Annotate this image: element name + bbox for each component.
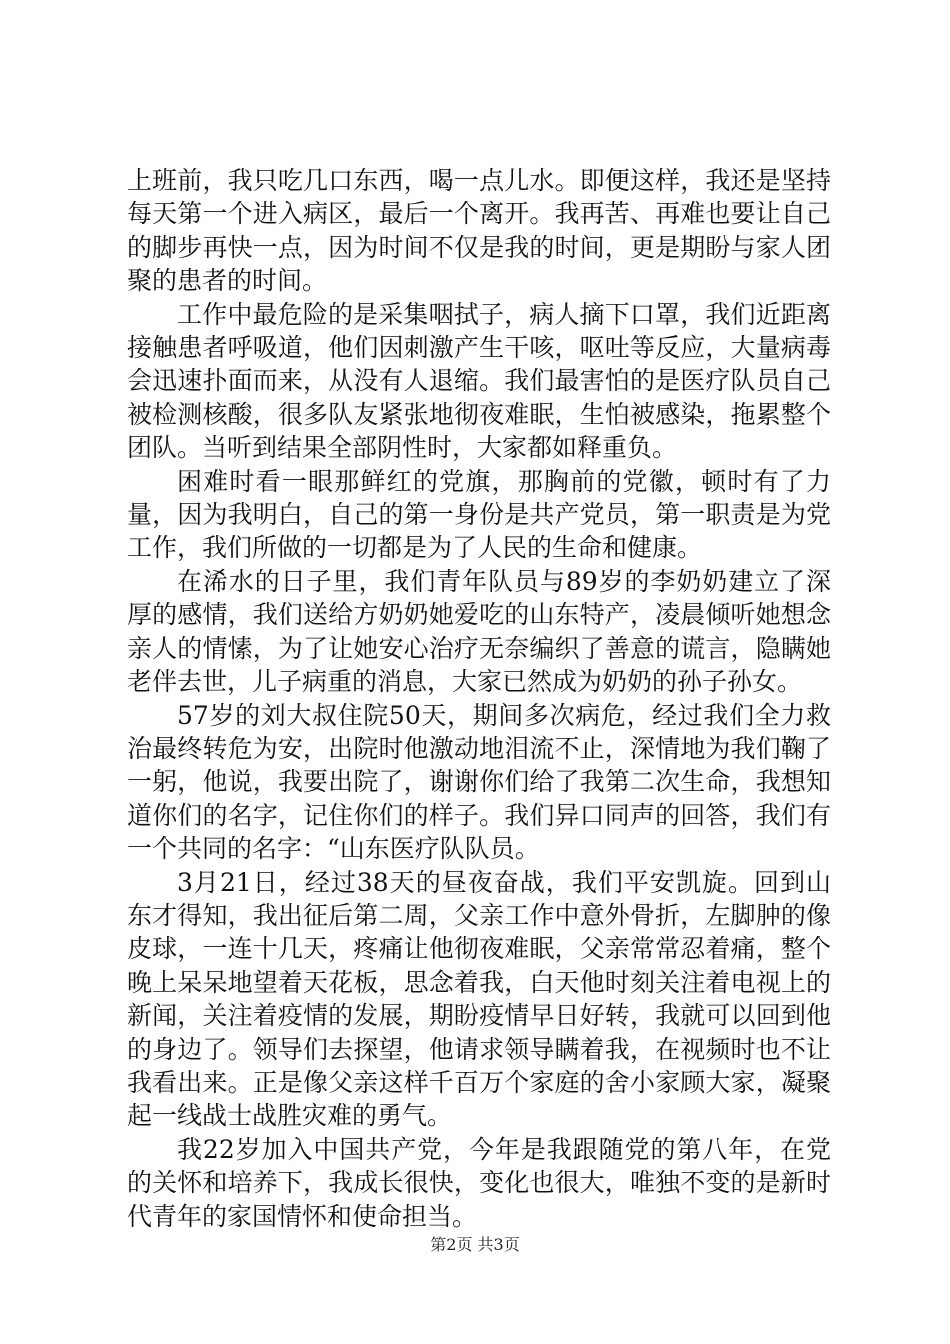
page-footer: 第2页 共3页 bbox=[430, 1235, 520, 1254]
paragraph-2: 工作中最危险的是采集咽拭子，病人摘下口罩，我们近距离接触患者呼吸道，他们因刺激产生干咳，呕吐等反应，大量病毒会迅速扑面而来，从没有人退缩。我们最害怕的是医疗队员自己被检测核酸，很多队友紧张地彻夜难眠，生怕被感染，拖累整个团队。当听到结果全部阴性时，大家都如释重负。 bbox=[127, 299, 831, 463]
paragraph-1: 上班前，我只吃几口东西，喝一点儿水。即便这样，我还是坚持每天第一个进入病区，最后一个离开。我再苦、再难也要让自己的脚步再快一点，因为时间不仅是我的时间，更是期盼与家人团聚的患者的时间。 bbox=[127, 166, 831, 296]
body-text bbox=[127, 164, 831, 1233]
paragraph-6: 3月21日，经过38天的昼夜奋战，我们平安凯旋。回到山东才得知，我出征后第二周，父亲工作中意外骨折，左脚肿的像皮球，一连十几天，疼痛让他彻夜难眠，父亲常常忍着痛，整个晚上呆呆地望着天花板，思念着我，白天他时刻关注着电视上的新闻，关注着疫情的发展，期盼疫情早日好转，我就可以回到他的身边了。领导们去探望，他请求领导瞒着我，在视频时也不让我看出来。正是像父亲这样千百万个家庭的舍小家顾大家，凝聚起一线战士战胜灾难的勇气。 bbox=[127, 867, 831, 1131]
paragraph-5: 57岁的刘大叔住院50天，期间多次病危，经过我们全力救治最终转危为安，出院时他激动地泪流不止，深情地为我们鞠了一躬，他说，我要出院了，谢谢你们给了我第二次生命，我想知道你们的名字，记住你们的样子。我们异口同声的回答，我们有一个共同的名字：“山东医疗队队员。 bbox=[127, 700, 831, 864]
paragraph-4: 在浠水的日子里，我们青年队员与89岁的李奶奶建立了深厚的感情，我们送给方奶奶她爱吃的山东特产，凌晨倾听她想念亲人的情愫，为了让她安心治疗无奈编织了善意的谎言，隐瞒她老伴去世，儿子病重的消息，大家已然成为奶奶的孙子孙女。 bbox=[127, 566, 831, 697]
paragraph-7: 我22岁加入中国共产党，今年是我跟随党的第八年，在党的关怀和培养下，我成长很快，变化也很大，唯独不变的是新时代青年的家国情怀和使命担当。 bbox=[127, 1134, 831, 1231]
paragraph-3: 困难时看一眼那鲜红的党旗，那胸前的党徽，顿时有了力量，因为我明白，自己的第一身份是共产党员，第一职责是为党工作，我们所做的一切都是为了人民的生命和健康。 bbox=[127, 466, 831, 563]
